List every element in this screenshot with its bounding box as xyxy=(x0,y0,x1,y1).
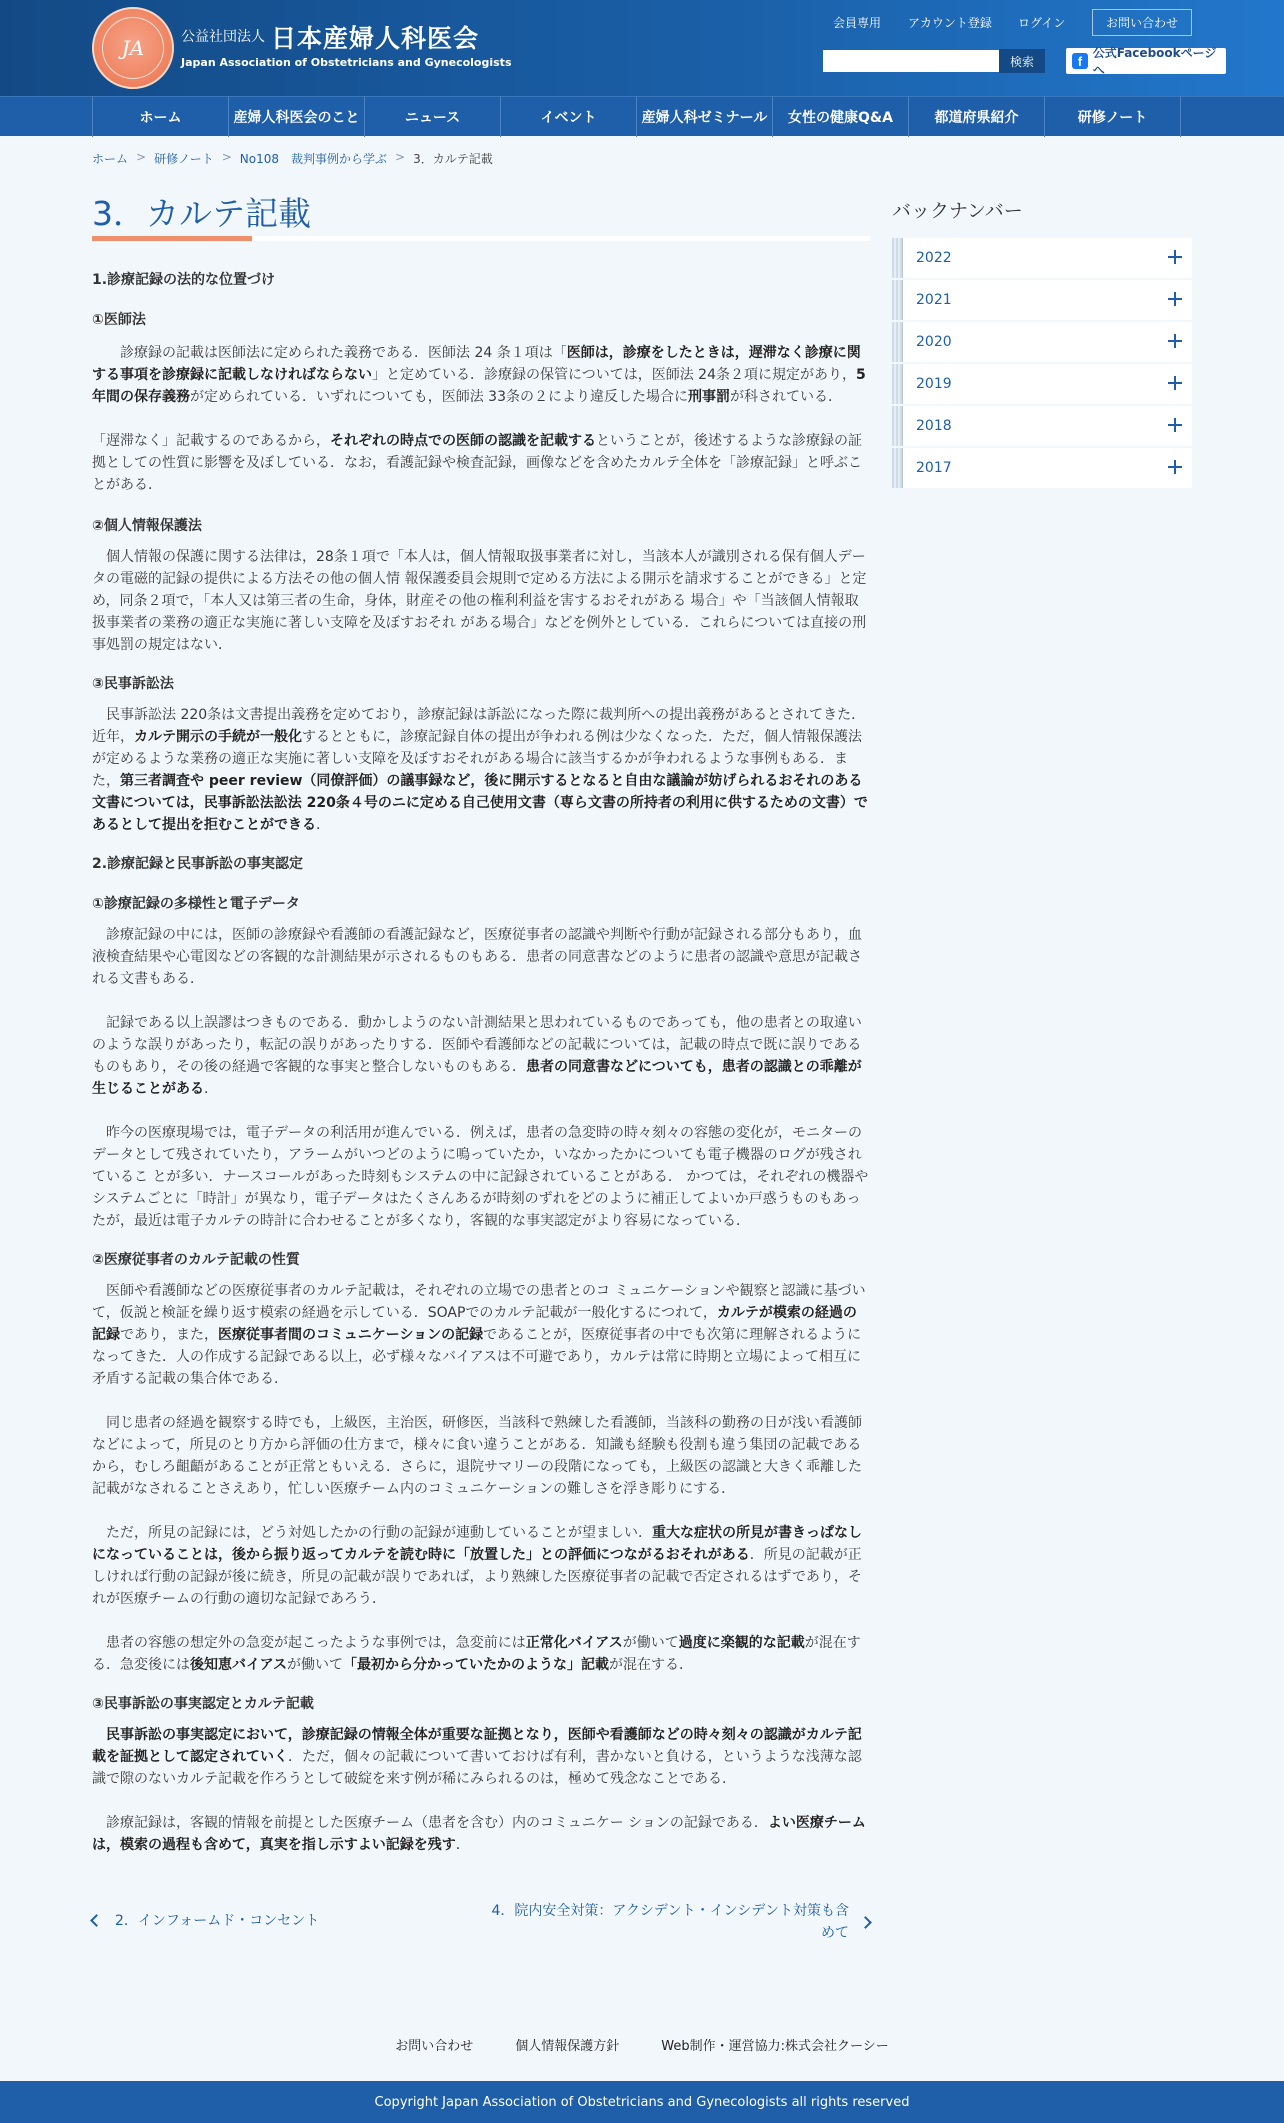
item-bar xyxy=(892,322,903,362)
breadcrumb xyxy=(92,150,493,167)
plus-icon[interactable] xyxy=(1168,292,1182,306)
plus-icon[interactable] xyxy=(1168,418,1182,432)
footer-links xyxy=(0,2035,1284,2054)
paragraph: 患者の容態の想定外の急変が起こったような事例では，急変前には正常化バイアスが働いて過度に楽観的な記載が混在する．急変後には後知恵バイアスが働いて「最初から分かっていたかのような」記載が混在する． xyxy=(92,1635,861,1673)
nav-item-seminar[interactable]: 産婦人科ゼミナール xyxy=(637,97,773,137)
facebook-label: 公式Facebookページへ xyxy=(1092,46,1217,77)
subsection-heading: ②医療従事者のカルテ記載の性質 xyxy=(92,1252,300,1268)
subsection-heading: ③民事訴訟法 xyxy=(92,676,174,692)
subsection-heading: ②個人情報保護法 xyxy=(92,518,202,534)
backnumber-item-2020[interactable] xyxy=(892,322,1192,362)
paragraph: 診療記録の中には，医師の診療録や看護師の看護記録など，医療従事者の認識や判断や行動が記録される部分もあり，血液検査結果や心電図などの客観的な計測結果が示されるものもある．患者の同意書などのように患者の認識や意思が記載される文書もある． xyxy=(92,927,862,987)
subsection-heading: ③民事訴訟の事実認定とカルテ記載 xyxy=(92,1696,314,1712)
breadcrumb-separator: > xyxy=(395,150,406,164)
next-article-link[interactable] xyxy=(490,1900,870,1944)
section-heading: 1.診療記録の法的な位置づけ xyxy=(92,272,276,288)
paragraph: 民事訴訟法 220条は文書提出義務を定めており，診療記録は訴訟になった際に裁判所への提出義務があるとされてきた．近年，カルテ開示の手続が一般化するとともに，診療記録自体の提出が争われる例は少なくなった．ただ，個人情報保護法が定めるような業務の適正な実施に著しい支障を及ぼすおそれがある場合に該当するかが争われるような事例もある．また，第三者調査や peer review（同僚評価）の議事録など，後に開示するとなると自由な議論が妨げられるおそれのある文書については，民事訴訟法訟法 220条４号のニに定める自己使用文書（専ら文書の所持者の利用に供するための文書）であるとして提出を拒むことができる． xyxy=(92,707,868,833)
section-heading: 2.診療記録と民事訴訟の事実認定 xyxy=(92,856,304,872)
title-underline xyxy=(92,236,870,241)
year-label: 2017 xyxy=(916,460,952,476)
account-register-link[interactable]: アカウント登録 xyxy=(908,16,992,30)
paragraph: 個人情報の保護に関する法律は，28条１項で「本人は，個人情報取扱事業者に対し，当該本人が識別される保有個人データの電磁的記録の提供による方法その他の個人情 報保護委員会規則で定める方法による開示を請求することができる」と定め，同条２項で，「本人又は第三者の生命，身体，財産その他の権利利益を害するおそれがある 場合」や「当該個人情報取扱事業者の業務の適正な実施に著しい支障を及ぼすおそれ がある場合」などを例外としている．これらについては直接の刑事処罰の規定はない． xyxy=(92,549,867,653)
facebook-icon: f xyxy=(1072,53,1088,69)
facebook-banner[interactable] xyxy=(1066,46,1226,77)
footer-contact-link[interactable]: お問い合わせ xyxy=(395,2039,474,2054)
item-bar xyxy=(892,448,903,488)
plus-icon[interactable] xyxy=(1168,334,1182,348)
nav-item-news[interactable]: ニュース xyxy=(365,97,501,137)
chevron-right-icon xyxy=(859,1916,872,1929)
chevron-left-icon xyxy=(90,1914,103,1927)
backnumber-item-2018[interactable] xyxy=(892,406,1192,446)
breadcrumb-current: 3．カルテ記載 xyxy=(413,152,493,166)
breadcrumb-separator: > xyxy=(136,150,147,164)
footer-credit-link[interactable]: Web制作・運営協力:株式会社クーシー xyxy=(661,2039,889,2054)
paragraph: 同じ患者の経過を観察する時でも，上級医，主治医，研修医，当該科で熟練した看護師，当該科の勤務の日が浅い看護師などによって，所見のとり方から評価の仕方まで，様々に食い違うことがある．知識も経験も役割も違う集団の記載であるから，むしろ齟齬があることが正常ともいえる．さらに，退院サマリーの段階になっても，上級医の認識と大きく乖離した記載がなされることさえあり，忙しい医療チーム内のコミュニケーションの難しさを浮き彫りにする． xyxy=(92,1415,862,1497)
contact-button[interactable]: お問い合わせ xyxy=(1092,9,1192,36)
subsection-heading: ①診療記録の多様性と電子データ xyxy=(92,896,300,912)
subsection-heading: ①医師法 xyxy=(92,312,146,328)
nav-item-health-qa[interactable]: 女性の健康Q&A xyxy=(773,97,909,137)
nav-item-about[interactable]: 産婦人科医会のこと xyxy=(229,97,365,137)
search-input[interactable] xyxy=(823,50,999,72)
main-nav xyxy=(0,96,1284,136)
nav-item-events[interactable]: イベント xyxy=(501,97,637,137)
plus-icon[interactable] xyxy=(1168,250,1182,264)
nav-item-home[interactable]: ホーム xyxy=(93,97,229,137)
article-body xyxy=(92,270,870,1856)
year-label: 2020 xyxy=(916,334,952,350)
backnumber-list xyxy=(892,238,1192,490)
next-article-label: 4．院内安全対策：アクシデント・インシデント対策も含めて xyxy=(491,1903,850,1941)
breadcrumb-training-notes[interactable]: 研修ノート xyxy=(154,152,214,166)
backnumber-item-2022[interactable] xyxy=(892,238,1192,278)
backnumber-item-2021[interactable] xyxy=(892,280,1192,320)
paragraph: 診療記録は，客観的情報を前提とした医療チーム（患者を含む）内のコミュニケー ションの記録である．よい医療チームは，模索の過程も含めて，真実を指し示すよい記録を残す． xyxy=(92,1815,866,1853)
paragraph: ただ，所見の記録には，どう対処したかの行動の記録が連動していることが望ましい．重大な症状の所見が書きっぱなしになっていることは，後から振り返ってカルテを読む時に「放置した」との評価につながるおそれがある．所見の記載が正しければ行動の記録が後に続き，所見の記載が誤りであれば，より熟練した医療従事者の記載で否定されるはずであり，それが医療チームの行動の適切な記録であろう． xyxy=(92,1525,862,1607)
paragraph: 診療録の記載は医師法に定められた義務である．医師法 24 条１項は「医師は，診療をしたときは，遅滞なく診療に関する事項を診療録に記載しなければならない」と定めている．診療録の保管については，医師法 24条２項に規定があり，5年間の保存義務が定められている．いずれについても，医師法 33条の２により違反した場合に刑事罰が科されている． xyxy=(92,345,866,405)
paragraph: 昨今の医療現場では，電子データの利活用が進んでいる．例えば，患者の急変時の時々刻々の容態の変化が，モニターのデータとして残されていたり，アラームがいつどのように鳴っていたか，いなかったかについても電子機器のログが残されているこ とが多い．ナースコールがあった時刻もシステムの中に記録されていることがある． かつては，それぞれの機器やシステムごとに「時計」が異なり，電子データはたくさんあるが時刻のずれをどのように補正してよいか戸惑うものもあったが，最近は電子カルテの時計に合わせることが多くなり，客観的な事実認定がより容易になっている． xyxy=(92,1125,869,1229)
copyright-bar xyxy=(0,2081,1284,2123)
search-button[interactable]: 検索 xyxy=(999,49,1045,73)
backnumber-item-2017[interactable] xyxy=(892,448,1192,488)
footer-privacy-link[interactable]: 個人情報保護方針 xyxy=(515,2039,620,2054)
backnumber-item-2019[interactable] xyxy=(892,364,1192,404)
login-link[interactable]: ログイン xyxy=(1018,16,1066,30)
item-bar xyxy=(892,280,903,320)
org-name-en: Japan Association of Obstetricians and Gynecologists xyxy=(181,56,512,69)
item-bar xyxy=(892,364,903,404)
page-title: 3．カルテ記載 xyxy=(92,194,311,233)
logo-seal-icon[interactable]: JA xyxy=(92,7,174,89)
nav-item-training-notes[interactable]: 研修ノート xyxy=(1045,97,1181,137)
year-label: 2019 xyxy=(916,376,952,392)
breadcrumb-home[interactable]: ホーム xyxy=(92,152,129,166)
breadcrumb-issue[interactable]: No108 裁判事例から学ぶ xyxy=(239,152,388,166)
site-header xyxy=(0,0,1284,96)
item-bar xyxy=(892,238,903,278)
year-label: 2021 xyxy=(916,292,952,308)
paragraph: 「遅滞なく」記載するのであるから，それぞれの時点での医師の認識を記載するということが，後述するような診療録の証拠としての性質に影響を及ぼしている．なお，看護記録や検査記録，画像などを含めたカルテ全体を「診療記録」と呼ぶことがある． xyxy=(92,433,862,493)
year-label: 2022 xyxy=(916,250,952,266)
sidebar-title: バックナンバー xyxy=(892,200,1023,222)
copyright-text: Copyright Japan Association of Obstetricians and Gynecologists all rights reserved xyxy=(374,2094,910,2110)
org-name[interactable]: 日本産婦人科医会 xyxy=(271,24,480,53)
paragraph: 記録である以上誤謬はつきものである．動かしようのない計測結果と思われているものであっても，他の患者との取違いのような誤りがあったり，転記の誤りがあったりする．医師や看護師などの記載については，記載の時点で既に誤りであるものもあり，その後の経過で客観的な事実と整合しないものもある．患者の同意書などについても，患者の認識との乖離が生じることがある． xyxy=(92,1015,862,1097)
prev-article-link[interactable] xyxy=(92,1910,319,1930)
paragraph: 医師や看護師などの医療従事者のカルテ記載は，それぞれの立場での患者とのコ ミュニケーションや観察と認識に基づいて，仮説と検証を繰り返す模索の経過を示している．SOAPでのカルテ記載が一般化するにつれて，カルテが模索の経過の記録であり，また，医療従事者間のコミュニケーションの記録であることが，医療従事者の中でも次第に理解されるようになってきた．人の作成する記録である以上，必ず様々なバイアスは不可避であり，カルテは常に時期と立場によって相互に矛盾する記載の集合体である． xyxy=(92,1283,866,1387)
breadcrumb-separator: > xyxy=(221,150,232,164)
item-bar xyxy=(892,406,903,446)
paragraph: 民事訴訟の事実認定において，診療記録の情報全体が重要な証拠となり，医師や看護師などの時々刻々の認識がカルテ記載を証拠として認定されていく．ただ，個々の記載について書いておけば有利，書かないと負ける，というような浅薄な認識で隙のないカルテ記載を作ろうとして破綻を来す例が稀にみられるのは，極めて残念なことである． xyxy=(92,1727,862,1787)
member-only-link[interactable]: 会員専用 xyxy=(833,16,882,30)
prev-article-label: 2．インフォームド・コンセント xyxy=(115,1913,320,1929)
org-type-label: 公益社団法人 xyxy=(181,29,265,45)
plus-icon[interactable] xyxy=(1168,460,1182,474)
nav-item-prefectures[interactable]: 都道府県紹介 xyxy=(909,97,1045,137)
year-label: 2018 xyxy=(916,418,952,434)
plus-icon[interactable] xyxy=(1168,376,1182,390)
